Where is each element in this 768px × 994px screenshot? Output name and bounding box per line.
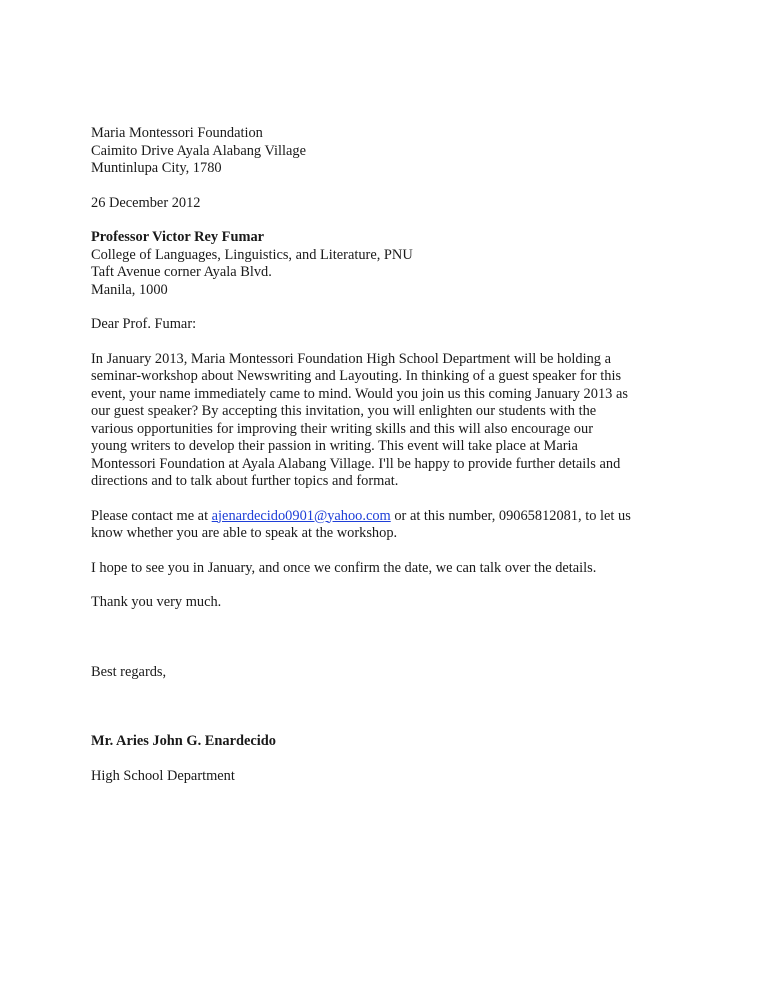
sender-address	[91, 125, 671, 178]
date-text: 26 December 2012	[91, 194, 201, 211]
recipient-address	[91, 229, 671, 299]
contact-suffix: or at this number, 09065812081, to let us	[390, 507, 631, 524]
paragraph-contact	[91, 508, 671, 543]
signature-department-block	[91, 768, 671, 786]
letter-date	[91, 195, 671, 213]
signature-department: High School Department	[91, 767, 235, 784]
paragraph-line: event, your name immediately came to mind. Would you join us this coming January 2013 as	[91, 385, 628, 402]
recipient-name: Professor Victor Rey Fumar	[91, 229, 265, 245]
paragraph-thanks	[91, 594, 671, 612]
salutation	[91, 316, 671, 334]
sender-line-1: Maria Montessori Foundation	[91, 125, 263, 141]
paragraph-line: seminar-workshop about Newswriting and Layouting. In thinking of a guest speaker for this	[91, 368, 622, 384]
email-link[interactable]: ajenardecido0901@yahoo.com	[211, 507, 391, 524]
contact-line-2: know whether you are able to speak at the workshop.	[91, 525, 398, 541]
paragraph-line: our guest speaker? By accepting this invitation, you will enlighten our students with the	[91, 403, 597, 419]
recipient-line-2: Taft Avenue corner Ayala Blvd.	[91, 264, 272, 280]
signature-block	[91, 733, 671, 751]
closing-text: Best regards,	[91, 663, 167, 680]
paragraph-line: young writers to develop their passion in writing. This event will take place at Maria	[91, 438, 578, 454]
salutation-text: Dear Prof. Fumar:	[91, 316, 197, 332]
contact-prefix: Please contact me at	[91, 507, 212, 524]
paragraph-line: various opportunities for improving their writing skills and this will also encourage our	[91, 420, 593, 437]
paragraph-line: In January 2013, Maria Montessori Foundation High School Department will be holding a	[91, 350, 611, 367]
letter-body	[91, 125, 671, 785]
recipient-line-3: Manila, 1000	[91, 281, 168, 298]
sender-line-2: Caimito Drive Ayala Alabang Village	[91, 142, 306, 159]
paragraph-hope	[91, 560, 671, 578]
paragraph-invitation	[91, 351, 671, 491]
hope-text: I hope to see you in January, and once we confirm the date, we can talk over the details.	[91, 559, 597, 576]
recipient-line-1: College of Languages, Linguistics, and Literature, PNU	[91, 246, 413, 263]
closing	[91, 664, 671, 682]
thanks-text: Thank you very much.	[91, 594, 222, 610]
paragraph-line: Montessori Foundation at Ayala Alabang Village. I'll be happy to provide further details and	[91, 455, 621, 472]
signature-name: Mr. Aries John G. Enardecido	[91, 733, 276, 749]
sender-line-3: Muntinlupa City, 1780	[91, 160, 222, 176]
paragraph-line: directions and to talk about further topics and format.	[91, 473, 399, 489]
contact-line-1	[91, 508, 671, 526]
